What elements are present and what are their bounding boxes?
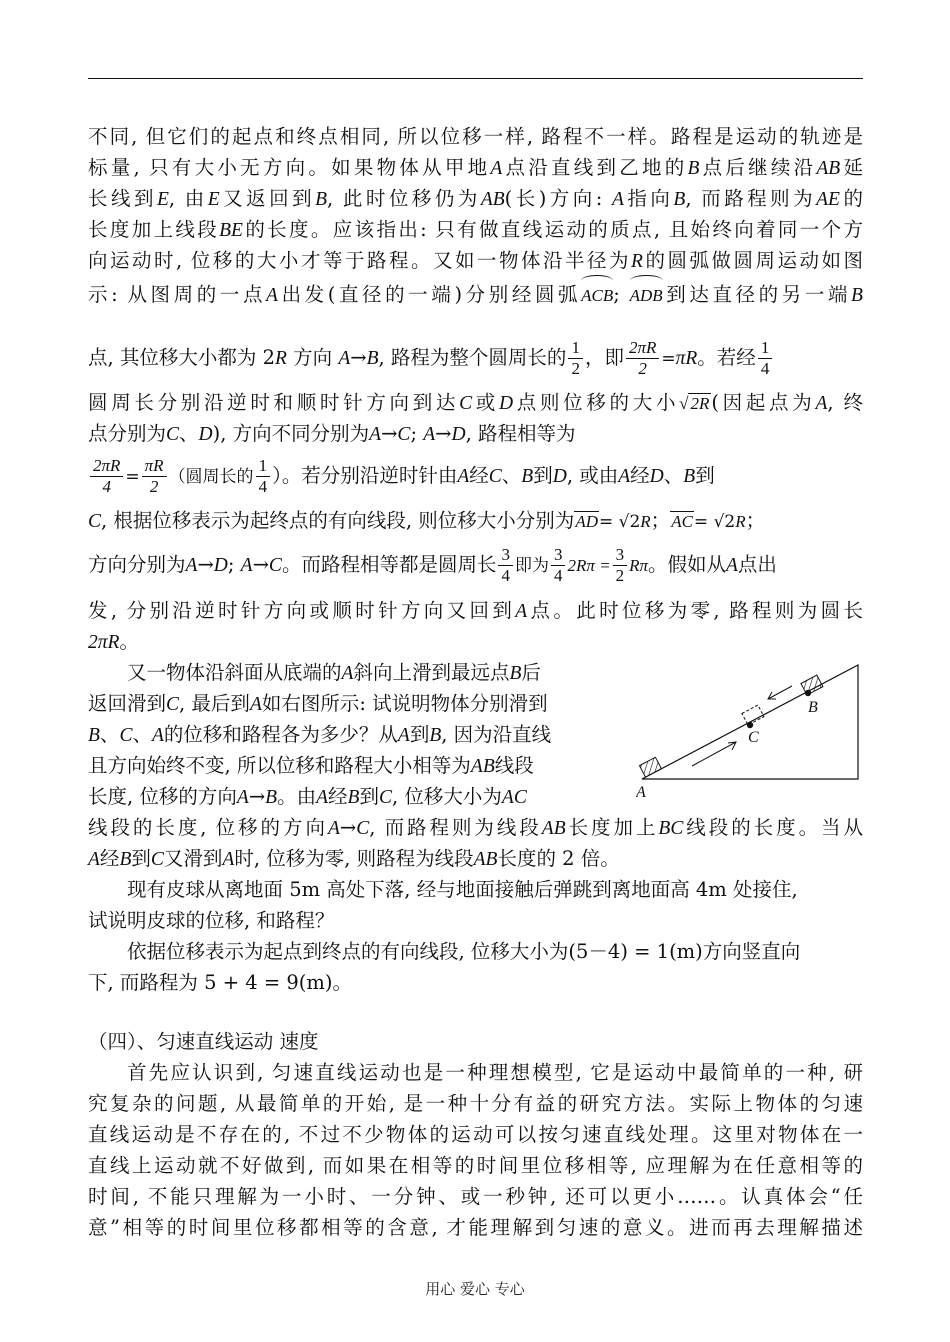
text-line: 点, 其位移大小都为 2R 方向 A→B, 路程为整个圆周长的 $\frac{1}{2}$ ，即 $\frac{2\pi R}{2}$ =πR。若经 $\frac{1}{4}$: [88, 338, 863, 379]
text-line: A经B到C又滑到A时, 位移为零, 则路程为线段AB长度的 2 倍。: [88, 847, 620, 870]
fraction: $\frac{1}{2}$: [568, 339, 583, 378]
block-dashed: [742, 705, 764, 725]
fraction: $\frac{3}{4}$: [498, 546, 513, 585]
point-c: [747, 722, 753, 728]
fraction: $\frac{3}{4}$: [551, 546, 566, 585]
arc-acb: ACB: [581, 281, 613, 311]
fraction: $\frac{2\pi R}{4}$: [90, 457, 123, 496]
text-line: 线段的长度, 位移的方向A→C, 而路程则为线段AB长度加上BC线段的长度。当从: [88, 816, 863, 839]
text-line: 返回滑到C, 最后到A如右图所示: 试说明物体分别滑到: [88, 692, 548, 715]
text-line: 时间, 不能只理解为一小时、一分钟、或一秒钟, 还可以更小……。认真体会“任: [88, 1185, 863, 1208]
text-line: 长度加上线段BE的长度。应该指出: 只有做直线运动的质点, 且始终向着同一个方: [88, 218, 863, 241]
text-line: 圆周长分别沿逆时和顺时针方向到达C或D点则位移的大小√ 2R (因起点为A, 终: [88, 391, 863, 414]
text-line: 试说明皮球的位移, 和路程？: [88, 909, 335, 932]
text-line: 方向分别为A→D; A→C。而路程相等都是圆周长 $\frac{3}{4}$ 即为 $\frac{3}{4}$ 2Rπ = $\frac{3}{2}$ Rπ。假如从A点出: [88, 545, 777, 585]
block-at-bottom: [639, 757, 661, 777]
fraction: $\frac{1}{4}$: [256, 457, 271, 496]
text-line: 究复杂的问题, 从最简单的开始, 是一种十分有益的研究方法。实际上物体的匀速: [88, 1092, 863, 1115]
fraction: $\frac{2\pi R}{2}$: [626, 339, 659, 378]
text-line: 依据位移表示为起点到终点的有向线段, 位移大小为(5－4) = 1(m)方向竖直向: [127, 940, 801, 963]
text-line: 标量, 只有大小无方向。如果物体从甲地A点沿直线到乙地的B点后继续沿AB延: [88, 156, 863, 179]
label-c: C: [748, 729, 759, 746]
text-line: 下, 而路程为 5 + 4 = 9(m)。: [88, 971, 352, 994]
label-b: B: [808, 699, 818, 716]
text-line: C, 根据位移表示为起终点的有向线段, 则位移大小分别为AD= √2R；AC= √2R；: [88, 509, 766, 532]
arc-adb: ADB: [630, 281, 663, 311]
block-at-top: [801, 675, 823, 695]
text-line: 直线运动是不存在的, 不过不少物体的运动可以按匀速直线处理。这里对物体在一: [88, 1123, 863, 1146]
sqrt-expression: √ 2R: [679, 394, 710, 413]
page-footer: 用心 爱心 专心: [425, 1280, 525, 1298]
fraction: $\frac{1}{4}$: [758, 339, 773, 378]
text-line: B、C、A的位移和路程各为多少？从A到B, 因为沿直线: [88, 723, 552, 746]
text-line: 长度, 位移的方向A→B。由A经B到C, 位移大小为AC: [88, 785, 527, 808]
arrow-up-incline: [692, 742, 736, 766]
text-line: 直线上运动就不好做到, 而如果在相等的时间里位移相等, 应理解为在任意相等的: [88, 1154, 863, 1177]
text-line: 不同, 但它们的起点和终点相同, 所以位移一样, 路程不一样。路程是运动的轨迹是: [88, 125, 863, 148]
text-line: 发, 分别沿逆时针方向或顺时针方向又回到A点。此时位移为零, 路程则为圆长: [88, 599, 863, 622]
text-line: 2πR。: [88, 630, 139, 653]
text-line: 示: 从图周的一点A出发(直径的一端)分别经圆弧ACB; ADB到达直径的另一端B: [88, 280, 863, 311]
text-line: 又一物体沿斜面从底端的A斜向上滑到最远点B后: [127, 661, 541, 684]
text-line: 首先应认识到, 匀速直线运动也是一种理想模型, 它是运动中最简单的一种, 研: [127, 1061, 863, 1084]
fraction: $\frac{\pi R}{2}$: [142, 457, 167, 496]
fraction: $\frac{3}{2}$: [613, 546, 628, 585]
text-line: $\frac{2\pi R}{4}$ = $\frac{\pi R}{2}$ （圆周长的 $\frac{1}{4}$ ）。若分别沿逆时针由A经C、B到D, 或由A经D、B到: [88, 456, 863, 497]
label-a: A: [636, 784, 646, 800]
text-line: 长线到E, 由E又返回到B, 此时位移仍为AB(长)方向: A指向B, 而路程则为AE的: [88, 187, 863, 210]
incline-figure: [636, 655, 863, 800]
text-line: 现有皮球从离地面 5m 高处下落, 经与地面接触后弹跳到离地面高 4m 处接住,: [127, 878, 798, 901]
text-line: 点分别为C、D), 方向不同分别为A→C; A→D, 路程相等为: [88, 422, 576, 445]
point-b: [805, 690, 811, 696]
text-line: 意”相等的时间里位移都相等的含意, 才能理解到匀速的意义。进而再去理解描述: [88, 1216, 863, 1239]
header-rule: [88, 78, 863, 79]
text-line: 向运动时, 位移的大小才等于路程。又如一物体沿半径为R的圆弧做圆周运动如图: [88, 249, 863, 272]
section-heading: （四）、匀速直线运动 速度: [88, 1030, 319, 1053]
text-line: 且方向始终不变, 所以位移和路程大小相等为AB线段: [88, 754, 534, 777]
